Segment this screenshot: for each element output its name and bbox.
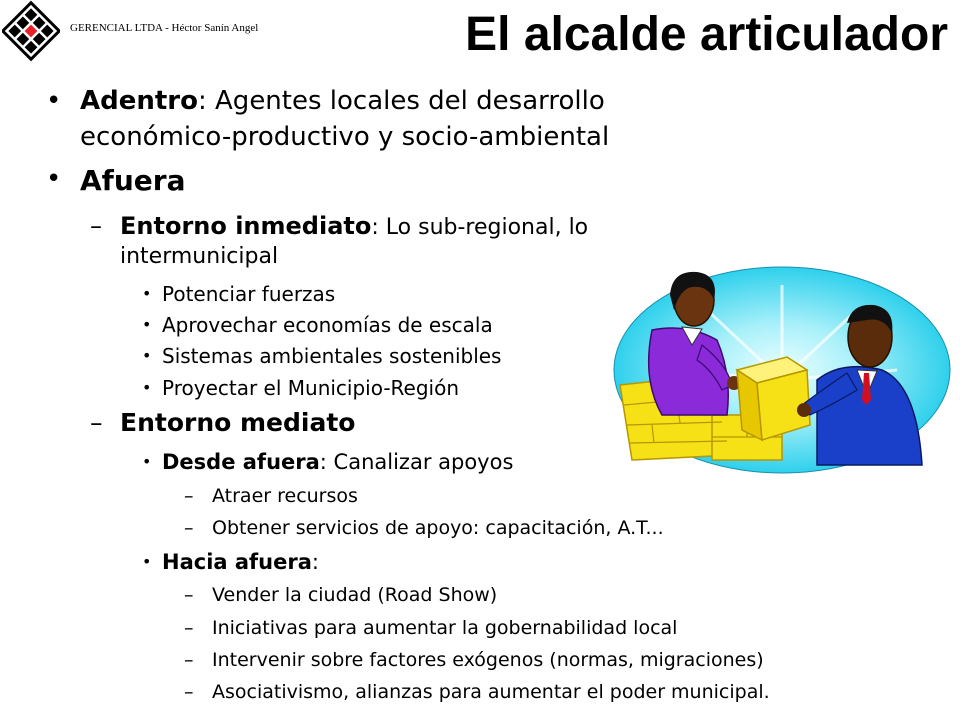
- bullet-mark: •: [142, 552, 152, 571]
- subbullet-heading: Entorno inmediato: [120, 212, 372, 240]
- bullet-heading: Afuera: [80, 164, 186, 197]
- dash-mark: –: [90, 212, 102, 240]
- handoff-illustration: [612, 265, 952, 475]
- bullet-mark: •: [46, 86, 62, 116]
- list-item: [184, 649, 764, 671]
- company-logo: [2, 0, 60, 62]
- list-item-text: Aprovechar economías de escala: [162, 313, 493, 337]
- subbullet-text: : Lo sub-regional, lo: [371, 215, 589, 240]
- list-item-text: Sistemas ambientales sostenibles: [162, 344, 502, 368]
- dash-mark: –: [184, 649, 194, 671]
- bullet-mark: •: [142, 315, 152, 334]
- item-text: :: [311, 550, 319, 574]
- item-hacia-afuera: [142, 550, 319, 574]
- bullet-afuera: [46, 164, 186, 197]
- list-item: [184, 517, 664, 539]
- bullet-adentro: [46, 86, 605, 116]
- list-item-text: Asociativismo, alianzas para aumentar el poder municipal.: [212, 681, 770, 703]
- list-item-text: Obtener servicios de apoyo: capacitación, A.T...: [212, 517, 664, 539]
- list-item: [184, 681, 770, 703]
- list-item-text: Vender la ciudad (Road Show): [212, 584, 498, 606]
- list-item: [142, 376, 460, 400]
- list-item: [142, 344, 502, 368]
- list-item-text: Intervenir sobre factores exógenos (normas, migraciones): [212, 649, 764, 671]
- dash-mark: –: [184, 681, 194, 703]
- subbullet-entorno-inmediato: [90, 212, 589, 240]
- list-item-text: Iniciativas para aumentar la gobernabilidad local: [212, 617, 678, 639]
- bullet-mark: •: [142, 346, 152, 365]
- item-text: : Canalizar apoyos: [319, 450, 514, 474]
- dash-mark: –: [184, 517, 194, 539]
- dash-mark: –: [184, 584, 194, 606]
- list-item: [184, 617, 678, 639]
- list-item-text: Atraer recursos: [212, 485, 358, 507]
- bullet-text: : Agentes locales del desarrollo: [198, 86, 605, 116]
- subbullet-entorno-inmediato-continued: intermunicipal: [120, 244, 279, 269]
- dash-mark: –: [90, 408, 103, 437]
- list-item: [142, 313, 493, 337]
- item-heading: Desde afuera: [162, 450, 320, 474]
- item-heading: Hacia afuera: [162, 550, 312, 574]
- list-item-text: Potenciar fuerzas: [162, 282, 336, 306]
- slide-title: El alcalde articulador: [465, 8, 948, 61]
- list-item: [184, 485, 358, 507]
- bullet-mark: •: [142, 452, 152, 471]
- item-desde-afuera: [142, 450, 514, 474]
- bullet-adentro-continued: económico-productivo y socio-ambiental: [80, 122, 610, 152]
- subbullet-heading: Entorno mediato: [120, 408, 356, 437]
- bullet-mark: •: [46, 164, 62, 194]
- subbullet-entorno-mediato: [90, 408, 356, 437]
- list-item: [142, 282, 336, 306]
- list-item: [184, 584, 498, 606]
- dash-mark: –: [184, 485, 194, 507]
- company-name: GERENCIAL LTDA - Héctor Sanín Angel: [70, 22, 259, 34]
- bullet-mark: •: [142, 378, 152, 397]
- dash-mark: –: [184, 617, 194, 639]
- list-item-text: Proyectar el Municipio-Región: [162, 376, 460, 400]
- bullet-mark: •: [142, 284, 152, 303]
- bullet-heading: Adentro: [80, 86, 198, 116]
